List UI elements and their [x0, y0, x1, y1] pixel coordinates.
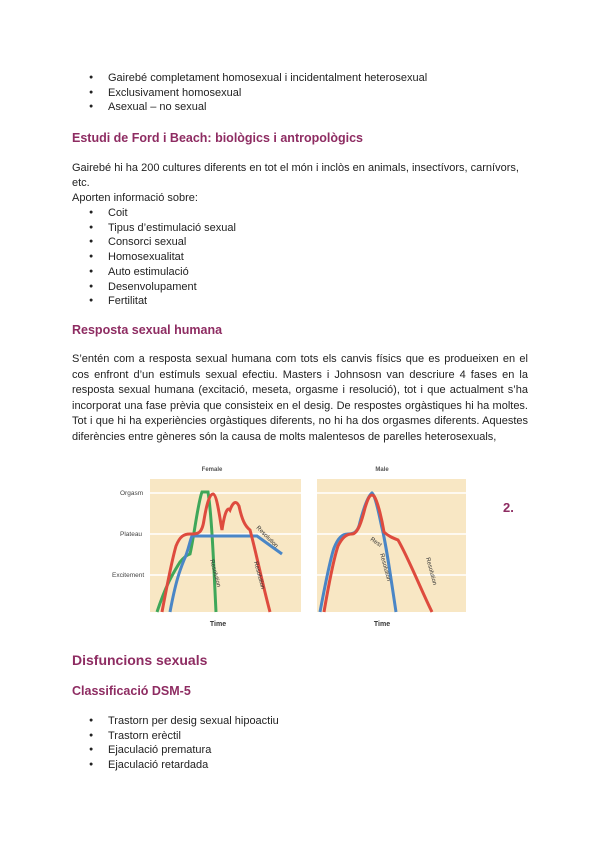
y-label-excitement: Excitement — [112, 572, 145, 579]
list-item: ● Ejaculació prematura — [72, 743, 542, 758]
male-panel-title: Male — [375, 467, 389, 473]
y-label-orgasm: Orgasm — [120, 490, 144, 497]
list-item: ● Homosexualitat — [72, 250, 542, 265]
dsm5-list — [72, 714, 542, 773]
female-label-resolution-3: Resolution — [252, 560, 266, 590]
list-item: ● Ejaculació retardada — [72, 758, 542, 773]
ford-beach-intro: Aporten informació sobre: — [72, 192, 198, 204]
male-time-label: Time — [373, 621, 391, 628]
list-item: ● Trastorn erèctil — [72, 729, 542, 744]
sexual-response-chart — [112, 462, 472, 632]
male-label-rest: Rest — [368, 536, 383, 549]
dsm5-subheading: Classificació DSM-5 — [72, 684, 191, 698]
list-item: ● Gairebé completament homosexual i incidentalment heterosexual — [72, 71, 542, 86]
female-label-resolution-1: Resolution — [254, 525, 279, 550]
orientation-list — [72, 71, 542, 115]
list-item: ● Consorci sexual — [72, 235, 542, 250]
ford-beach-heading: Estudi de Ford i Beach: biològics i antropològics — [72, 131, 363, 145]
list-item: ● Exclusivament homosexual — [72, 86, 542, 101]
figure-number: 2. — [503, 500, 514, 515]
female-label-resolution-2: Resolution — [208, 558, 222, 588]
male-label-resolution-1: Resolution — [378, 552, 392, 582]
sexual-response-figure — [112, 462, 472, 632]
list-item: ● Desenvolupament — [72, 280, 542, 295]
female-panel-title: Female — [201, 467, 223, 473]
ford-beach-list — [72, 206, 542, 309]
y-label-plateau: Plateau — [120, 531, 143, 538]
resposta-heading: Resposta sexual humana — [72, 323, 223, 337]
female-time-label: Time — [209, 621, 227, 628]
list-item: ● Fertilitat — [72, 294, 542, 309]
disfuncions-heading: Disfuncions sexuals — [72, 652, 208, 668]
list-item: ● Coit — [72, 206, 542, 221]
list-item: ● Trastorn per desig sexual hipoactiu — [72, 714, 542, 729]
list-item: ● Tipus d’estimulació sexual — [72, 221, 542, 236]
ford-beach-paragraph: Gairebé hi ha 200 cultures diferents en tot el món i inclòs en animals, insectívors, carnívors, etc. — [72, 162, 519, 189]
male-label-resolution-2: Resolution — [424, 556, 438, 586]
list-item: ● Asexual – no sexual — [72, 100, 542, 115]
resposta-paragraph: S’entén com a resposta sexual humana com tots els canvis físics que es produeixen en el cos enfront d’un estímuls sexual efectiu. Masters i Johnsosn van descriure 4 fases en la resposta sexual humana (excitació, meseta, orgasme i resolució), tot i que actualment s’ha incorporat una fase prèvia que consisteix en el desig. De respostes orgàstiques hi ha moltes. Tot i que hi ha experiències orgàstiques diferents, no hi ha dos orgasmes diferents. Aquestes diferències entre gèneres són la causa de molts malentesos de parelles heterosexuals, — [72, 353, 528, 443]
list-item: ● Auto estimulació — [72, 265, 542, 280]
